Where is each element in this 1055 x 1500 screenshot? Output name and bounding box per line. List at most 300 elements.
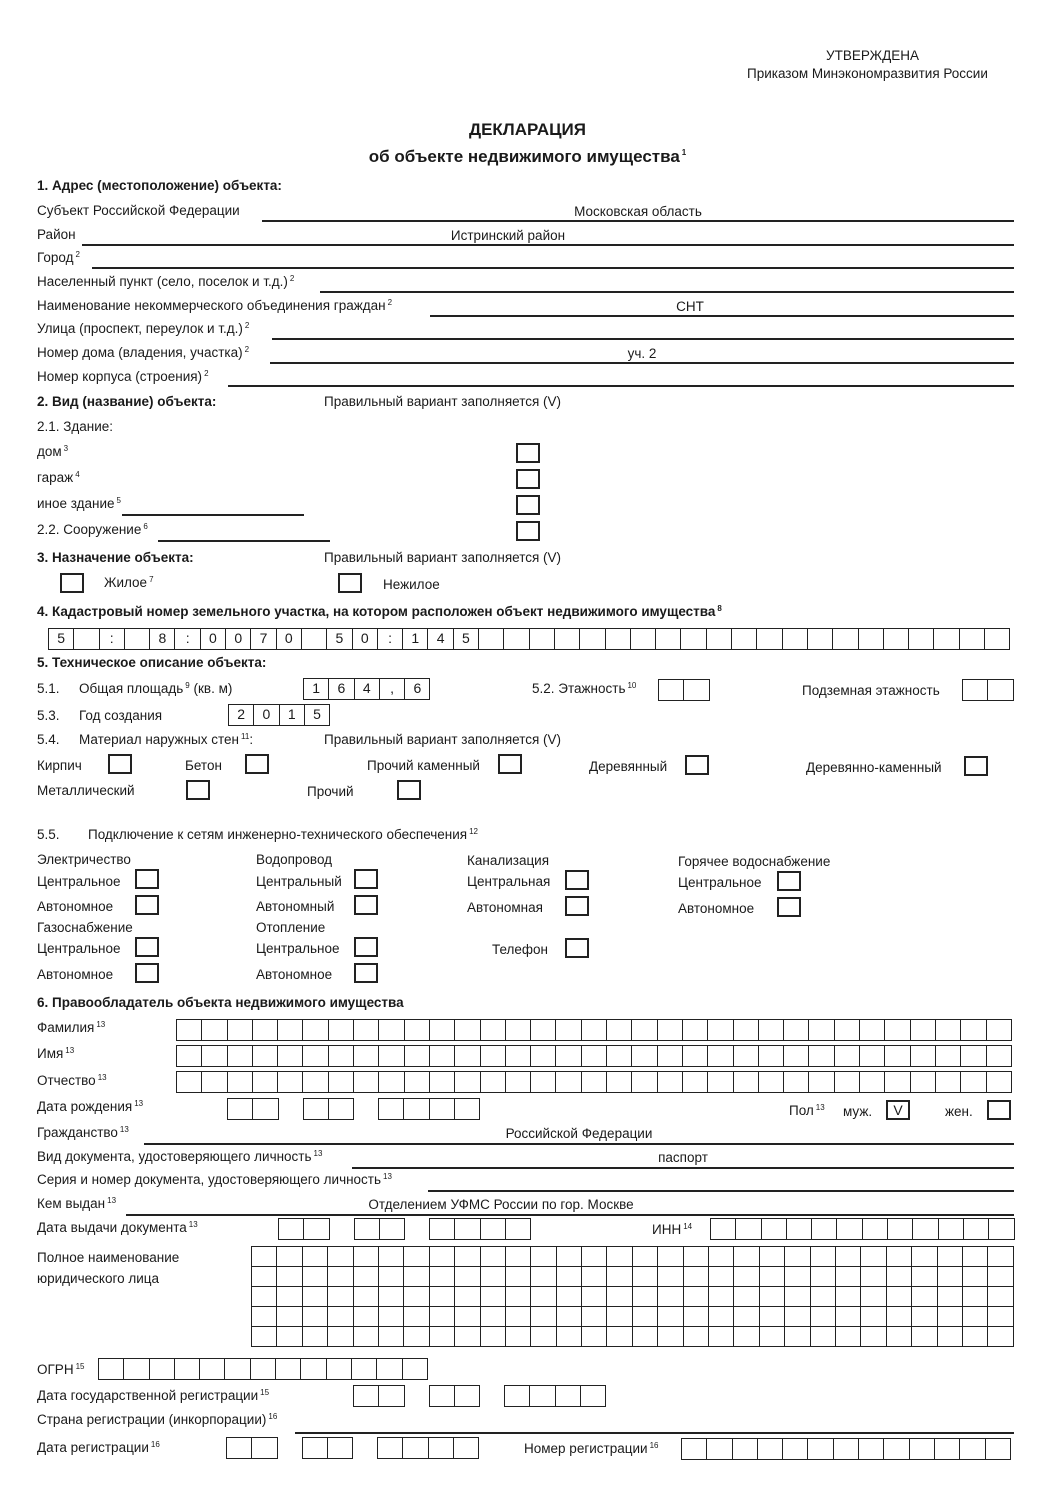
char-cell[interactable]	[784, 1046, 809, 1066]
char-cell[interactable]	[961, 1072, 986, 1092]
char-cell[interactable]	[684, 1267, 709, 1287]
char-cell[interactable]	[963, 1247, 988, 1267]
char-cell[interactable]	[279, 1219, 304, 1239]
char-cell[interactable]	[177, 1020, 202, 1040]
reg-number-cells[interactable]	[681, 1438, 1011, 1460]
char-cell[interactable]	[354, 1046, 379, 1066]
char-cell[interactable]	[531, 1327, 556, 1347]
char-cell[interactable]	[860, 1046, 885, 1066]
country-underline[interactable]	[295, 1432, 1014, 1434]
char-cell[interactable]	[303, 1072, 328, 1092]
char-cell[interactable]	[658, 1287, 683, 1307]
char-cell[interactable]	[329, 1020, 354, 1040]
char-cell[interactable]	[912, 1247, 937, 1267]
char-cell[interactable]	[760, 1307, 785, 1327]
char-cell[interactable]	[734, 1046, 759, 1066]
char-cell[interactable]	[430, 1020, 455, 1040]
char-cell[interactable]	[253, 1099, 278, 1119]
female-checkbox[interactable]	[987, 1100, 1011, 1120]
citizenship-value[interactable]: Российской Федерации	[505, 1126, 653, 1141]
char-cell[interactable]	[785, 1307, 810, 1327]
char-cell[interactable]: 4	[428, 629, 453, 649]
char-cell[interactable]	[887, 1267, 912, 1287]
char-cell[interactable]	[884, 629, 909, 649]
char-cell[interactable]: 5	[327, 629, 352, 649]
char-cell[interactable]	[278, 1046, 303, 1066]
char-cell[interactable]	[835, 1020, 860, 1040]
char-cell[interactable]	[481, 1072, 506, 1092]
char-cell[interactable]	[430, 1219, 455, 1239]
char-cell[interactable]	[758, 1439, 783, 1459]
char-cell[interactable]	[481, 1267, 506, 1287]
char-cell[interactable]	[708, 1072, 733, 1092]
char-cell[interactable]	[403, 1359, 428, 1379]
char-cell[interactable]	[809, 1020, 834, 1040]
char-cell[interactable]	[379, 1327, 404, 1347]
floors-cells[interactable]	[658, 679, 710, 701]
area-cells[interactable]	[303, 678, 430, 700]
legal-name-row[interactable]	[252, 1307, 1014, 1327]
char-cell[interactable]: 6	[329, 679, 354, 699]
char-cell[interactable]	[785, 1327, 810, 1347]
char-cell[interactable]	[177, 1046, 202, 1066]
char-cell[interactable]	[481, 1327, 506, 1347]
char-cell[interactable]	[379, 1307, 404, 1327]
char-cell[interactable]	[125, 629, 150, 649]
char-cell[interactable]	[633, 1287, 658, 1307]
char-cell[interactable]	[506, 1219, 531, 1239]
char-cell[interactable]	[99, 1359, 124, 1379]
char-cell[interactable]	[987, 1046, 1012, 1066]
char-cell[interactable]	[505, 1386, 530, 1406]
doc-type-value[interactable]: паспорт	[658, 1150, 708, 1165]
char-cell[interactable]	[252, 1287, 277, 1307]
char-cell[interactable]: 5	[49, 629, 74, 649]
char-cell[interactable]	[531, 1046, 556, 1066]
char-cell[interactable]	[252, 1267, 277, 1287]
char-cell[interactable]	[684, 1287, 709, 1307]
char-cell[interactable]	[303, 1287, 328, 1307]
wall-other-checkbox[interactable]	[397, 780, 421, 800]
char-cell[interactable]	[301, 1359, 326, 1379]
char-cell[interactable]	[785, 1247, 810, 1267]
state-reg-month[interactable]	[429, 1385, 481, 1407]
char-cell[interactable]	[202, 1046, 227, 1066]
char-cell[interactable]	[557, 1287, 582, 1307]
wall-other-stone-checkbox[interactable]	[498, 754, 522, 774]
char-cell[interactable]	[631, 629, 656, 649]
char-cell[interactable]	[228, 1046, 253, 1066]
char-cell[interactable]	[328, 1438, 353, 1458]
ogrn-cells[interactable]	[98, 1358, 428, 1380]
char-cell[interactable]: :	[100, 629, 125, 649]
type-garage-checkbox[interactable]	[516, 469, 540, 489]
char-cell[interactable]	[304, 1099, 329, 1119]
char-cell[interactable]	[658, 1267, 683, 1287]
hotwater-central-checkbox[interactable]	[777, 871, 801, 891]
char-cell[interactable]	[150, 1359, 175, 1379]
issue-date-month[interactable]	[354, 1218, 406, 1240]
char-cell[interactable]	[683, 1046, 708, 1066]
char-cell[interactable]	[988, 680, 1013, 700]
char-cell[interactable]	[228, 1099, 253, 1119]
char-cell[interactable]	[633, 1247, 658, 1267]
char-cell[interactable]	[988, 1307, 1013, 1327]
char-cell[interactable]	[708, 1020, 733, 1040]
char-cell[interactable]	[787, 1219, 812, 1239]
char-cell[interactable]	[709, 1307, 734, 1327]
char-cell[interactable]	[633, 1307, 658, 1327]
char-cell[interactable]: ,	[380, 679, 405, 699]
char-cell[interactable]	[936, 1020, 961, 1040]
char-cell[interactable]	[329, 1046, 354, 1066]
char-cell[interactable]	[429, 1438, 454, 1458]
char-cell[interactable]	[303, 1438, 328, 1458]
char-cell[interactable]	[582, 1267, 607, 1287]
year-cells[interactable]	[228, 704, 330, 726]
wall-wood-checkbox[interactable]	[685, 755, 709, 775]
char-cell[interactable]	[430, 1307, 455, 1327]
char-cell[interactable]	[734, 1267, 759, 1287]
char-cell[interactable]	[834, 1439, 859, 1459]
char-cell[interactable]	[911, 1020, 936, 1040]
char-cell[interactable]	[658, 1046, 683, 1066]
char-cell[interactable]	[506, 1247, 531, 1267]
char-cell[interactable]	[961, 1046, 986, 1066]
char-cell[interactable]	[379, 1386, 404, 1406]
char-cell[interactable]	[964, 1219, 989, 1239]
char-cell[interactable]	[963, 1267, 988, 1287]
char-cell[interactable]	[581, 1386, 606, 1406]
char-cell[interactable]	[632, 1072, 657, 1092]
char-cell[interactable]	[202, 1020, 227, 1040]
char-cell[interactable]	[481, 1219, 506, 1239]
char-cell[interactable]	[430, 1046, 455, 1066]
char-cell[interactable]	[556, 1020, 581, 1040]
char-cell[interactable]	[811, 1267, 836, 1287]
char-cell[interactable]	[607, 1327, 632, 1347]
type-structure-checkbox[interactable]	[516, 521, 540, 541]
char-cell[interactable]	[861, 1247, 886, 1267]
char-cell[interactable]	[481, 1247, 506, 1267]
char-cell[interactable]	[252, 1247, 277, 1267]
char-cell[interactable]	[633, 1267, 658, 1287]
char-cell[interactable]	[861, 1267, 886, 1287]
reg-date-cells[interactable]	[226, 1437, 479, 1459]
char-cell[interactable]	[835, 1072, 860, 1092]
char-cell[interactable]	[277, 1307, 302, 1327]
char-cell[interactable]	[302, 629, 327, 649]
char-cell[interactable]	[783, 629, 808, 649]
char-cell[interactable]	[252, 1438, 277, 1458]
char-cell[interactable]	[329, 1099, 354, 1119]
char-cell[interactable]	[658, 1327, 683, 1347]
char-cell[interactable]	[228, 1072, 253, 1092]
char-cell[interactable]	[531, 1072, 556, 1092]
char-cell[interactable]	[303, 1267, 328, 1287]
char-cell[interactable]	[988, 1287, 1013, 1307]
char-cell[interactable]	[784, 1072, 809, 1092]
char-cell[interactable]	[531, 1287, 556, 1307]
char-cell[interactable]	[760, 1267, 785, 1287]
char-cell[interactable]	[811, 1307, 836, 1327]
char-cell[interactable]	[682, 1439, 707, 1459]
char-cell[interactable]	[811, 1287, 836, 1307]
char-cell[interactable]	[225, 1359, 250, 1379]
surname-cells[interactable]	[176, 1019, 1012, 1041]
char-cell[interactable]	[963, 1327, 988, 1347]
char-cell[interactable]: 5	[305, 705, 330, 725]
char-cell[interactable]	[734, 1247, 759, 1267]
char-cell[interactable]	[430, 1386, 455, 1406]
legal-name-row[interactable]	[252, 1287, 1014, 1307]
char-cell[interactable]	[557, 1307, 582, 1327]
char-cell[interactable]	[989, 1219, 1014, 1239]
char-cell[interactable]	[354, 1267, 379, 1287]
char-cell[interactable]	[859, 629, 884, 649]
char-cell[interactable]	[934, 629, 959, 649]
char-cell[interactable]	[430, 1247, 455, 1267]
char-cell[interactable]	[252, 1327, 277, 1347]
char-cell[interactable]	[709, 1267, 734, 1287]
char-cell[interactable]	[430, 1287, 455, 1307]
char-cell[interactable]: :	[175, 629, 200, 649]
nonresidential-checkbox[interactable]	[338, 573, 362, 593]
issued-by-value[interactable]: Отделением УФМС России по гор. Москве	[368, 1197, 634, 1212]
char-cell[interactable]: 0	[201, 629, 226, 649]
char-cell[interactable]	[833, 629, 858, 649]
char-cell[interactable]	[379, 1247, 404, 1267]
reg-date-month[interactable]	[302, 1437, 354, 1459]
char-cell[interactable]	[861, 1327, 886, 1347]
char-cell[interactable]	[837, 1219, 862, 1239]
char-cell[interactable]	[327, 1359, 352, 1379]
char-cell[interactable]	[481, 1046, 506, 1066]
char-cell[interactable]	[557, 1267, 582, 1287]
char-cell[interactable]	[430, 1099, 455, 1119]
char-cell[interactable]	[861, 1287, 886, 1307]
char-cell[interactable]	[734, 1287, 759, 1307]
char-cell[interactable]	[808, 1439, 833, 1459]
char-cell[interactable]	[938, 1307, 963, 1327]
char-cell[interactable]	[253, 1020, 278, 1040]
char-cell[interactable]	[836, 1287, 861, 1307]
state-reg-day[interactable]	[353, 1385, 405, 1407]
reg-date-day[interactable]	[226, 1437, 278, 1459]
char-cell[interactable]	[684, 1307, 709, 1327]
char-cell[interactable]: 8	[150, 629, 175, 649]
char-cell[interactable]	[582, 1020, 607, 1040]
char-cell[interactable]	[303, 1020, 328, 1040]
char-cell[interactable]	[430, 1327, 455, 1347]
sewer-autonomous-checkbox[interactable]	[565, 896, 589, 916]
doc-number-underline[interactable]	[428, 1190, 1014, 1192]
char-cell[interactable]	[734, 1072, 759, 1092]
char-cell[interactable]	[455, 1072, 480, 1092]
char-cell[interactable]	[938, 1327, 963, 1347]
char-cell[interactable]	[684, 1327, 709, 1347]
char-cell[interactable]	[632, 1046, 657, 1066]
char-cell[interactable]	[404, 1287, 429, 1307]
char-cell[interactable]	[936, 1072, 961, 1092]
char-cell[interactable]	[887, 1307, 912, 1327]
char-cell[interactable]	[683, 1020, 708, 1040]
char-cell[interactable]	[277, 1247, 302, 1267]
char-cell[interactable]	[607, 1287, 632, 1307]
char-cell[interactable]	[556, 1072, 581, 1092]
char-cell[interactable]	[582, 1247, 607, 1267]
char-cell[interactable]	[582, 1287, 607, 1307]
char-cell[interactable]	[911, 1046, 936, 1066]
char-cell[interactable]	[506, 1327, 531, 1347]
char-cell[interactable]	[709, 1327, 734, 1347]
char-cell[interactable]	[455, 1046, 480, 1066]
char-cell[interactable]	[328, 1307, 353, 1327]
char-cell[interactable]	[380, 1219, 405, 1239]
char-cell[interactable]	[379, 1099, 404, 1119]
char-cell[interactable]	[124, 1359, 149, 1379]
char-cell[interactable]	[378, 1438, 403, 1458]
char-cell[interactable]	[912, 1307, 937, 1327]
char-cell[interactable]	[556, 1386, 581, 1406]
water-central-checkbox[interactable]	[354, 869, 378, 889]
char-cell[interactable]	[835, 1046, 860, 1066]
reg-date-year[interactable]	[377, 1437, 479, 1459]
char-cell[interactable]	[175, 1359, 200, 1379]
char-cell[interactable]	[861, 1307, 886, 1327]
char-cell[interactable]	[227, 1438, 252, 1458]
char-cell[interactable]	[760, 1327, 785, 1347]
char-cell[interactable]	[633, 1327, 658, 1347]
hotwater-autonomous-checkbox[interactable]	[777, 897, 801, 917]
char-cell[interactable]	[404, 1307, 429, 1327]
char-cell[interactable]	[732, 629, 757, 649]
patronymic-cells[interactable]	[176, 1071, 1012, 1093]
char-cell[interactable]	[455, 1020, 480, 1040]
birthdate-month[interactable]	[303, 1098, 355, 1120]
char-cell[interactable]	[430, 1267, 455, 1287]
char-cell[interactable]	[709, 1287, 734, 1307]
birthdate-day[interactable]	[227, 1098, 279, 1120]
char-cell[interactable]	[277, 1327, 302, 1347]
char-cell[interactable]	[859, 1439, 884, 1459]
char-cell[interactable]	[354, 1072, 379, 1092]
char-cell[interactable]	[783, 1439, 808, 1459]
char-cell[interactable]: 0	[254, 705, 279, 725]
char-cell[interactable]	[530, 629, 555, 649]
issue-date-year[interactable]	[429, 1218, 531, 1240]
char-cell[interactable]	[987, 1020, 1012, 1040]
state-reg-date-cells[interactable]	[353, 1385, 606, 1407]
char-cell[interactable]	[481, 1287, 506, 1307]
birthdate-year[interactable]	[378, 1098, 480, 1120]
issue-date-cells[interactable]	[278, 1218, 531, 1240]
char-cell[interactable]	[557, 1247, 582, 1267]
char-cell[interactable]	[683, 1072, 708, 1092]
char-cell[interactable]	[734, 1020, 759, 1040]
char-cell[interactable]	[277, 1287, 302, 1307]
char-cell[interactable]	[531, 1020, 556, 1040]
char-cell[interactable]	[303, 1307, 328, 1327]
char-cell[interactable]: 0	[226, 629, 251, 649]
char-cell[interactable]	[607, 1307, 632, 1327]
wall-concrete-checkbox[interactable]	[245, 754, 269, 774]
char-cell[interactable]	[355, 1219, 380, 1239]
char-cell[interactable]	[582, 1327, 607, 1347]
char-cell[interactable]	[860, 1072, 885, 1092]
char-cell[interactable]	[405, 1072, 430, 1092]
char-cell[interactable]: 1	[403, 629, 428, 649]
char-cell[interactable]	[303, 1046, 328, 1066]
char-cell[interactable]	[379, 1046, 404, 1066]
char-cell[interactable]	[506, 1287, 531, 1307]
char-cell[interactable]	[555, 629, 580, 649]
char-cell[interactable]	[836, 1307, 861, 1327]
char-cell[interactable]	[736, 1219, 761, 1239]
char-cell[interactable]	[455, 1267, 480, 1287]
char-cell[interactable]	[935, 1439, 960, 1459]
legal-name-row[interactable]	[252, 1327, 1014, 1347]
wall-wood-stone-checkbox[interactable]	[964, 756, 988, 776]
wall-metal-checkbox[interactable]	[186, 780, 210, 800]
char-cell[interactable]	[709, 1247, 734, 1267]
char-cell[interactable]	[303, 1327, 328, 1347]
char-cell[interactable]	[632, 1020, 657, 1040]
char-cell[interactable]	[228, 1020, 253, 1040]
char-cell[interactable]	[936, 1046, 961, 1066]
char-cell[interactable]	[836, 1267, 861, 1287]
residential-checkbox[interactable]	[60, 573, 84, 593]
char-cell[interactable]	[278, 1072, 303, 1092]
state-reg-year[interactable]	[504, 1385, 606, 1407]
type-house-checkbox[interactable]	[516, 443, 540, 463]
char-cell[interactable]	[455, 1386, 480, 1406]
char-cell[interactable]	[863, 1219, 888, 1239]
char-cell[interactable]	[684, 1247, 709, 1267]
char-cell[interactable]	[987, 1072, 1012, 1092]
char-cell[interactable]	[454, 1438, 479, 1458]
char-cell[interactable]	[681, 629, 706, 649]
name-cells[interactable]	[176, 1045, 1012, 1067]
char-cell[interactable]	[506, 1020, 531, 1040]
char-cell[interactable]	[809, 1046, 834, 1066]
char-cell[interactable]	[328, 1327, 353, 1347]
char-cell[interactable]	[352, 1359, 377, 1379]
char-cell[interactable]	[656, 629, 681, 649]
char-cell[interactable]	[481, 1307, 506, 1327]
legal-name-row[interactable]	[252, 1247, 1014, 1267]
char-cell[interactable]	[887, 1327, 912, 1347]
char-cell[interactable]	[354, 1307, 379, 1327]
char-cell[interactable]	[531, 1267, 556, 1287]
char-cell[interactable]	[582, 1046, 607, 1066]
char-cell[interactable]: 7	[251, 629, 276, 649]
char-cell[interactable]	[405, 1020, 430, 1040]
char-cell[interactable]	[963, 1307, 988, 1327]
char-cell[interactable]	[404, 1099, 429, 1119]
char-cell[interactable]	[379, 1020, 404, 1040]
char-cell[interactable]	[455, 1247, 480, 1267]
char-cell[interactable]	[938, 1267, 963, 1287]
underground-floors-cells[interactable]	[962, 679, 1014, 701]
electricity-central-checkbox[interactable]	[135, 869, 159, 889]
char-cell[interactable]	[405, 1046, 430, 1066]
char-cell[interactable]	[887, 1287, 912, 1307]
male-checkbox[interactable]: V	[886, 1100, 910, 1120]
type-other-building-checkbox[interactable]	[516, 495, 540, 515]
char-cell[interactable]	[354, 1247, 379, 1267]
heating-autonomous-checkbox[interactable]	[354, 963, 378, 983]
